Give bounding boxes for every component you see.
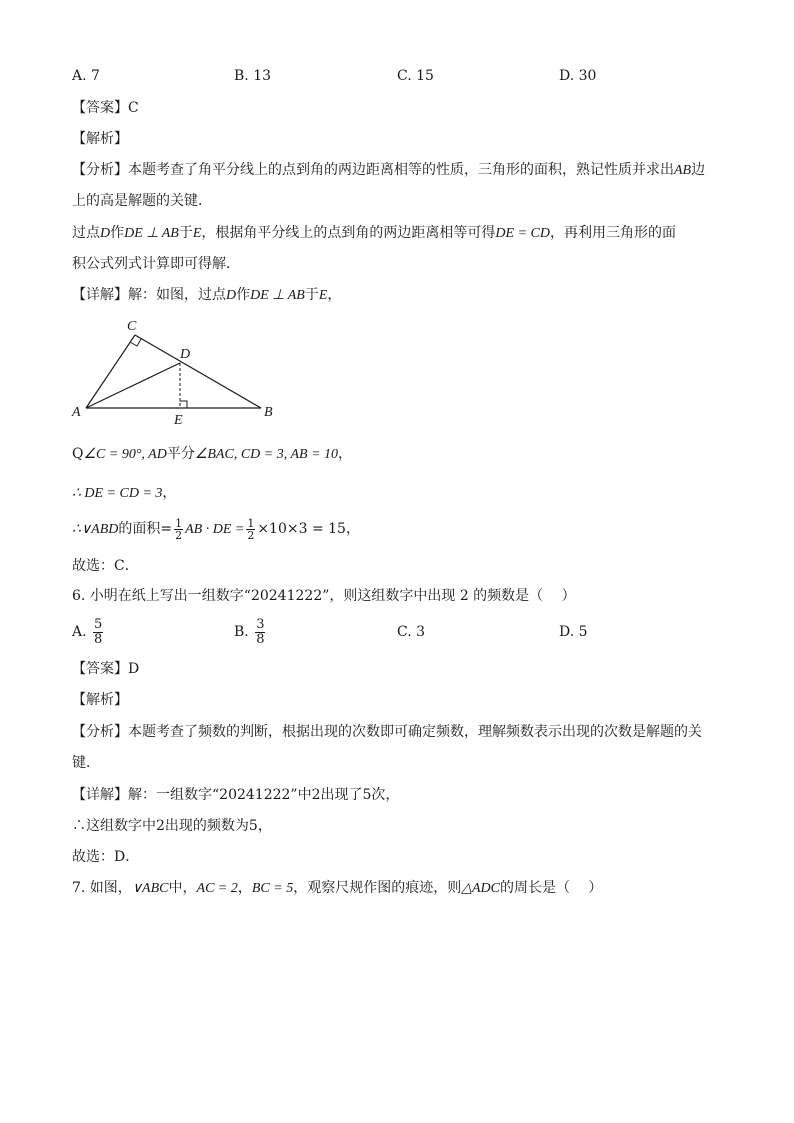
answer-line: 【答案】C <box>72 100 139 116</box>
option-d: D. 30 <box>559 68 597 84</box>
question-6-stem: 6. 小明在纸上写出一组数字“20241222”，则这组数字中出现 2 的频数是（ ） <box>72 588 576 604</box>
segment-cb <box>135 335 261 408</box>
q6-option-d: D. 5 <box>559 624 588 640</box>
q6-fraction-a: $\frac{5}{8}$ <box>94 616 103 647</box>
analysis-line-4: 积公式列式计算即可得解． <box>72 256 240 272</box>
analysis-line-2: 上的高是解题的关键． <box>72 193 212 209</box>
q6-analysis-line-1: 【分析】本题考查了频数的判断，根据出现的次数即可确定频数，理解频数表示出现的次数是解题的关 <box>72 724 702 740</box>
select-line-q6: 故选：D． <box>72 849 140 865</box>
therefore-line-2: ∴∨ABD的面积= $\frac{1}{2}$ AB · DE = $\frac{1}{2}$ ×10×3 = 15， <box>72 516 360 542</box>
label-d: D <box>180 347 191 362</box>
analysis-line-1: 【分析】本题考查了角平分线上的点到角的两边距离相等的性质，三角形的面积，熟记性质并求出AB边 <box>72 162 706 178</box>
select-line-q5: 故选：C． <box>72 558 139 574</box>
q6-fraction-b: $\frac{3}{8}$ <box>256 616 265 647</box>
option-b: B. 13 <box>234 68 272 84</box>
fraction-half-2: $\frac{1}{2}$ <box>247 516 255 542</box>
q6-analysis-tag: 【解析】 <box>72 692 128 708</box>
q6-detail-line-2: ∴这组数字中2出现的频数为5， <box>72 818 272 834</box>
segment-ad <box>86 363 180 408</box>
q6-option-b: B. $\frac{3}{8}$ <box>234 616 265 647</box>
given-line: Q∠C = 90°, AD平分∠BAC, CD = 3, AB = 10， <box>72 446 353 462</box>
therefore-line-1: ∴ DE = CD = 3， <box>72 485 177 501</box>
question-7-stem: 7. 如图，∨ABC中，AC = 2，BC = 5，观察尺规作图的痕迹，则△ADC的周长是（ ） <box>72 880 603 896</box>
option-c: C. 15 <box>397 68 434 84</box>
analysis-line-3: 过点D作DE ⊥ AB于E，根据角平分线上的点到角的两边距离相等可得DE = CD，再利用三角形的面 <box>72 225 676 241</box>
q6-answer-line: 【答案】D <box>72 661 140 677</box>
option-a: A. 7 <box>72 68 100 84</box>
label-e: E <box>174 413 183 428</box>
label-a: A <box>72 405 81 420</box>
fraction-half-1: $\frac{1}{2}$ <box>175 516 183 542</box>
q6-detail-line-1: 【详解】解：一组数字“20241222”中2出现了5次， <box>72 787 400 803</box>
triangle-diagram <box>60 310 290 430</box>
detail-line-1: 【详解】解：如图，过点D作DE ⊥ AB于E， <box>72 287 342 303</box>
label-c: C <box>127 319 137 334</box>
label-b: B <box>264 405 273 420</box>
q6-analysis-line-2: 键． <box>72 755 100 771</box>
segment-ac <box>86 335 135 408</box>
q6-option-a: A. $\frac{5}{8}$ <box>72 616 103 647</box>
q6-option-c: C. 3 <box>397 624 426 640</box>
right-angle-mark-e <box>180 401 187 408</box>
analysis-tag: 【解析】 <box>72 131 128 147</box>
